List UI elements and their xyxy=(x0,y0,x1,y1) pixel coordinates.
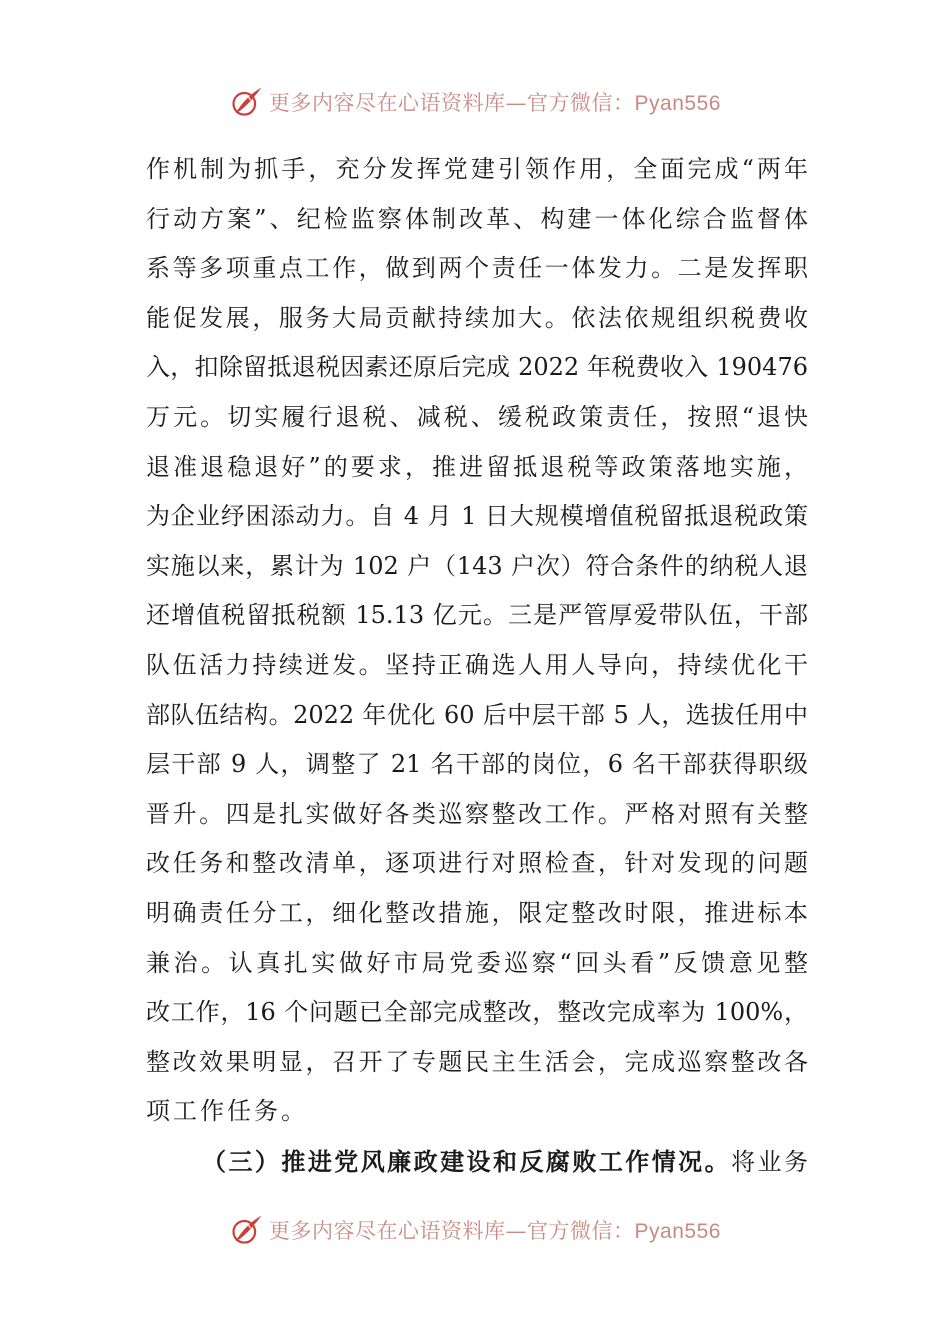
text-line: 整改效果明显，召开了专题民主生活会，完成巡察整改各 xyxy=(146,1047,808,1076)
text-line: 明确责任分工，细化整改措施，限定整改时限，推进标本 xyxy=(146,898,808,927)
text-line: 层干部 9 人，调整了 21 名干部的岗位，6 名干部获得职级 xyxy=(146,750,808,779)
text-line: 改任务和整改清单，逐项进行对照检查，针对发现的问题 xyxy=(146,849,808,878)
watermark-handle: Pyan556 xyxy=(634,1220,721,1243)
quill-logo-icon xyxy=(229,1212,265,1248)
watermark-handle: Pyan556 xyxy=(634,92,721,115)
text-line: 系等多项重点工作，做到两个责任一体发力。二是发挥职 xyxy=(146,254,808,283)
text-line: 还增值税留抵税额 15.13 亿元。三是严管厚爱带队伍，干部 xyxy=(146,601,808,630)
watermark-banner-bottom xyxy=(0,1208,950,1252)
text-line: 行动方案”、纪检监察体制改革、构建一体化综合监督体 xyxy=(146,204,808,233)
text-line: 兼治。认真扎实做好市局党委巡察“回头看”反馈意见整 xyxy=(146,948,808,977)
watermark-text: 更多内容尽在心语资料库—官方微信：Pyan556 xyxy=(269,1219,721,1243)
text-line: 队伍活力持续迸发。坚持正确选人用人导向，持续优化干 xyxy=(146,650,808,679)
section-heading-line xyxy=(146,1137,808,1187)
text-line: 改工作，16 个问题已全部完成整改，整改完成率为 100%， xyxy=(146,998,808,1027)
text-line: 万元。切实履行退税、减税、缓税政策责任，按照“退快 xyxy=(146,402,808,431)
text-line: 部队伍结构。2022 年优化 60 后中层干部 5 人，选拔任用中 xyxy=(146,700,808,729)
watermark-banner-top xyxy=(0,80,950,124)
text-line-paragraph-end: 项工作任务。 xyxy=(146,1097,308,1126)
quill-logo-icon xyxy=(229,84,265,120)
text-line: 实施以来，累计为 102 户（143 户次）符合条件的纳税人退 xyxy=(146,551,808,580)
section-heading-continuation: 将业务 xyxy=(731,1147,809,1176)
watermark-text: 更多内容尽在心语资料库—官方微信：Pyan556 xyxy=(269,91,721,115)
section-heading: （三）推进党风廉政建设和反腐败工作情况。 xyxy=(202,1146,732,1176)
text-line: 作机制为抓手，充分发挥党建引领作用，全面完成“两年 xyxy=(146,155,808,183)
text-line: 为企业纾困添动力。自 4 月 1 日大规模增值税留抵退税政策 xyxy=(146,502,808,531)
text-line: 入，扣除留抵退税因素还原后完成 2022 年税费收入 190476 xyxy=(146,353,808,382)
text-line: 能促发展，服务大局贡献持续加大。依法依规组织税费收 xyxy=(146,303,808,332)
text-line: 晋升。四是扎实做好各类巡察整改工作。严格对照有关整 xyxy=(146,799,808,828)
document-body xyxy=(146,145,808,1186)
text-line: 退准退稳退好”的要求，推进留抵退税等政策落地实施， xyxy=(146,452,808,481)
